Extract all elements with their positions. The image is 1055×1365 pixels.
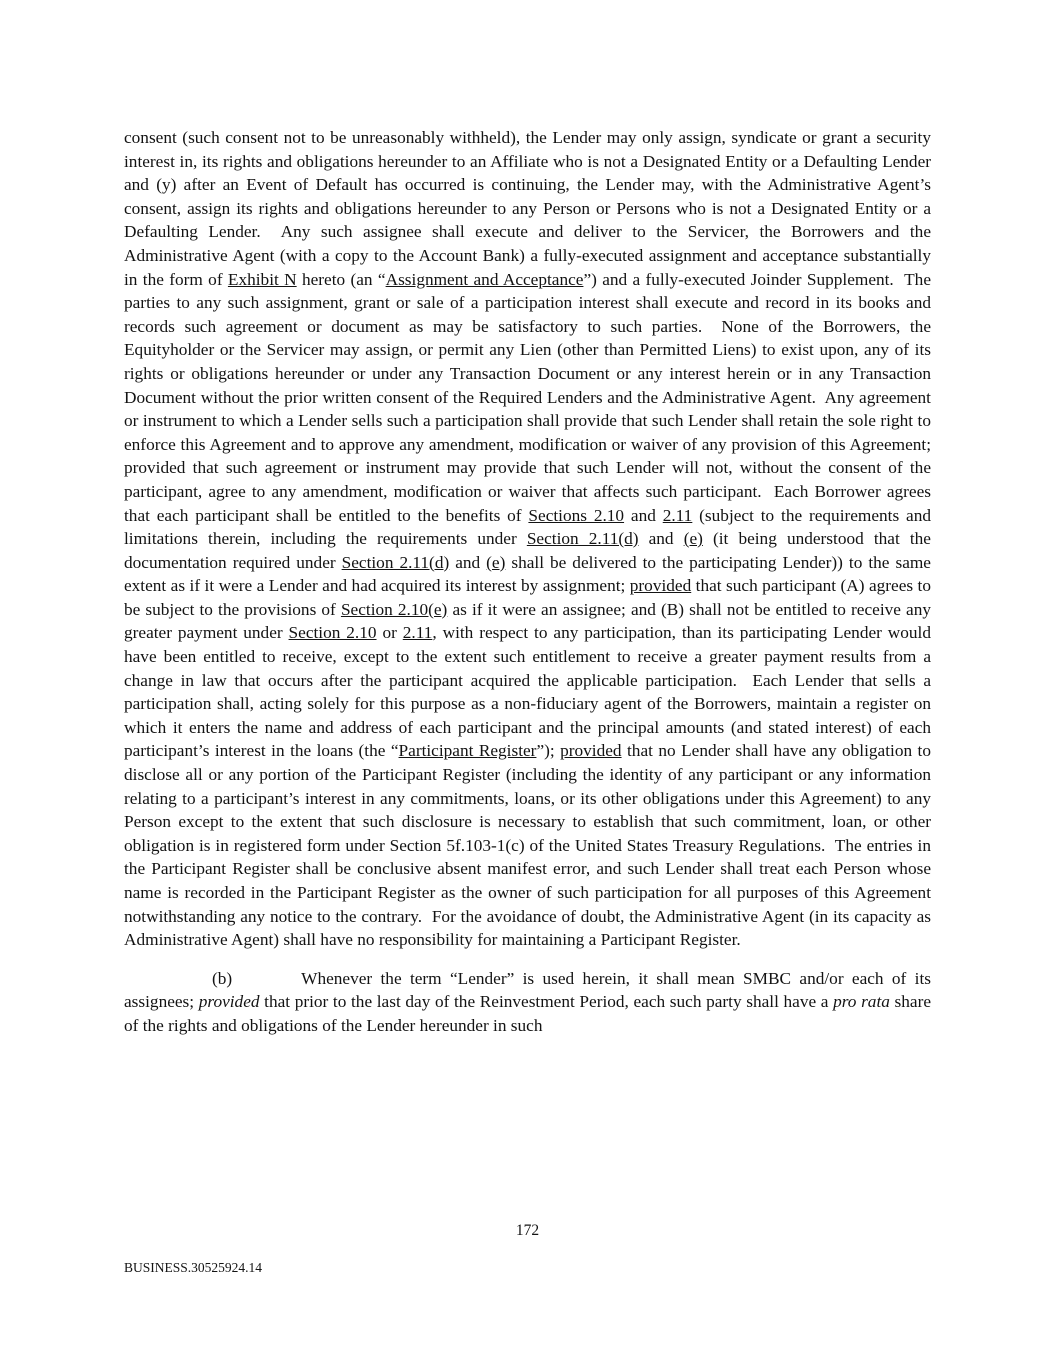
page-number: 172: [515, 1222, 540, 1239]
text-run: and: [638, 529, 684, 549]
paragraph-a-continuation: [124, 126, 931, 952]
text-run: that no Lender shall have any obligation to disclose all or any portion of the Participant Register (including the identity of any participant or any information relating to a participant’s interest in any commitments, loans, or its other obligations under this Agreement) to any Person except to the extent that such disclosure is necessary to establish that such commitment, loan, or other obligation is in registered form under Section 5f.103-1(c) of the United States Treasury Regulations. The entries in the Participant Register shall be conclusive absent manifest error, and such Lender shall treat each Person whose name is recorded in the Participant Register as the owner of such participation for all purposes of this Agreement notwithstanding any notice to the contrary. For the avoidance of doubt, the Administrative Agent (in its capacity as Administrative Agent) shall have no responsibility for maintaining a Participant Register.: [124, 741, 931, 950]
text-run: provided: [560, 741, 622, 761]
text-run: ”);: [536, 741, 561, 761]
text-run: Section 2.10: [288, 623, 377, 643]
text-run: as if it were an assignee; and (B) shall not be entitled to receive any greater payment under: [124, 599, 931, 643]
text-run: Section 2.11(d): [341, 552, 450, 572]
text-run: that prior to the last day of the Reinvestment Period, each such party shall have a: [259, 992, 834, 1012]
text-run: Exhibit N: [227, 269, 297, 289]
text-run: Whenever the term “Lender” is used herein, it shall mean SMBC and/or each of its assignees;: [124, 968, 931, 1012]
text-run: that such participant (A) agrees to be subject to the provisions of: [124, 576, 932, 619]
text-run: hereto (an “: [296, 269, 386, 289]
text-run: provided: [198, 992, 260, 1012]
text-run: (it being understood that the documentation required under: [124, 529, 931, 572]
text-run: shall be delivered to the participating Lender)) to the same extent as if it were a Lender and had acquired its interest by assignment;: [124, 552, 931, 596]
text-run: Participant Register: [398, 741, 537, 761]
paragraph-b: [124, 967, 931, 1038]
text-run: (b): [212, 968, 233, 988]
text-run: ”) and a fully-executed Joinder Supplement. The parties to any such assignment, grant or sale of a participation interest shall execute and record in its books and records such agreement or document as may be satisfactory to such parties. None of the Borrowers, the Equityholder or the Servicer may assign, or permit any Lien (other than Permitted Liens) to exist upon, any of its rights or obligations hereunder or under any Transaction Document or any interest herein or in any Transaction Document without the prior written consent of the Required Lenders and the Administrative Agent. Any agreement or instrument to which a Lender sells such a participation shall provide that such Lender shall retain the sole right to enforce this Agreement and to approve any amendment, modification or waiver of any provision of this Agreement; provided that such agreement or instrument may provide that such Lender will not, without the consent of the participant, agree to any amendment, modification or waiver that affects such participant. Each Borrower agrees that each participant shall be entitled to the benefits of: [124, 269, 931, 525]
text-run: Section 2.10(e): [340, 599, 448, 619]
text-run: and: [624, 505, 663, 525]
text-run: (e): [486, 552, 506, 572]
text-run: (e): [683, 529, 703, 549]
document-body: [124, 126, 931, 1038]
footer-document-id: BUSINESS.30525924.14: [124, 1260, 263, 1275]
text-run: and: [449, 552, 487, 572]
text-run: pro rata: [833, 992, 890, 1012]
text-run: Assignment and Acceptance: [385, 269, 584, 289]
text-run: Section 2.11(d): [526, 529, 639, 549]
text-run: Sections 2.10: [528, 505, 625, 525]
text-run: or: [376, 623, 403, 643]
text-run: consent (such consent not to be unreasonably withheld), the Lender may only assign, syndicate or grant a security interest in, its rights and obligations hereunder to an Affiliate who is not a Designated Entity or a Defaulting Lender and (y) after an Event of Default has occurred is continuing, the Lender may, with the Administrative Agent’s consent, assign its rights and obligations hereunder to any Person or Persons who is not a Designated Entity or a Defaulting Lender. Any such assignee shall execute and deliver to the Servicer, the Borrowers and the Administrative Agent (with a copy to the Account Bank) a fully-executed assignment and acceptance substantially in the form of: [124, 128, 931, 289]
text-run: , with respect to any participation, than its participating Lender would have been entitled to receive, except to the extent such entitlement to receive a greater payment results from a change in law that occurs after the participant acquired the applicable participation. Each Lender that sells a participation shall, acting solely for this purpose as a non-fiduciary agent of the Borrowers, maintain a register on which it enters the name and address of each participant and the principal amounts (and stated interest) of each participant’s interest in the loans (the “: [124, 623, 931, 761]
text-run: provided: [629, 576, 692, 596]
text-run: 2.11: [402, 623, 433, 643]
text-run: 2.11: [662, 505, 693, 525]
text-run: (subject to the requirements and limitations therein, including the requirements under: [124, 505, 932, 549]
text-run: share of the rights and obligations of the Lender hereunder in such: [124, 992, 931, 1035]
